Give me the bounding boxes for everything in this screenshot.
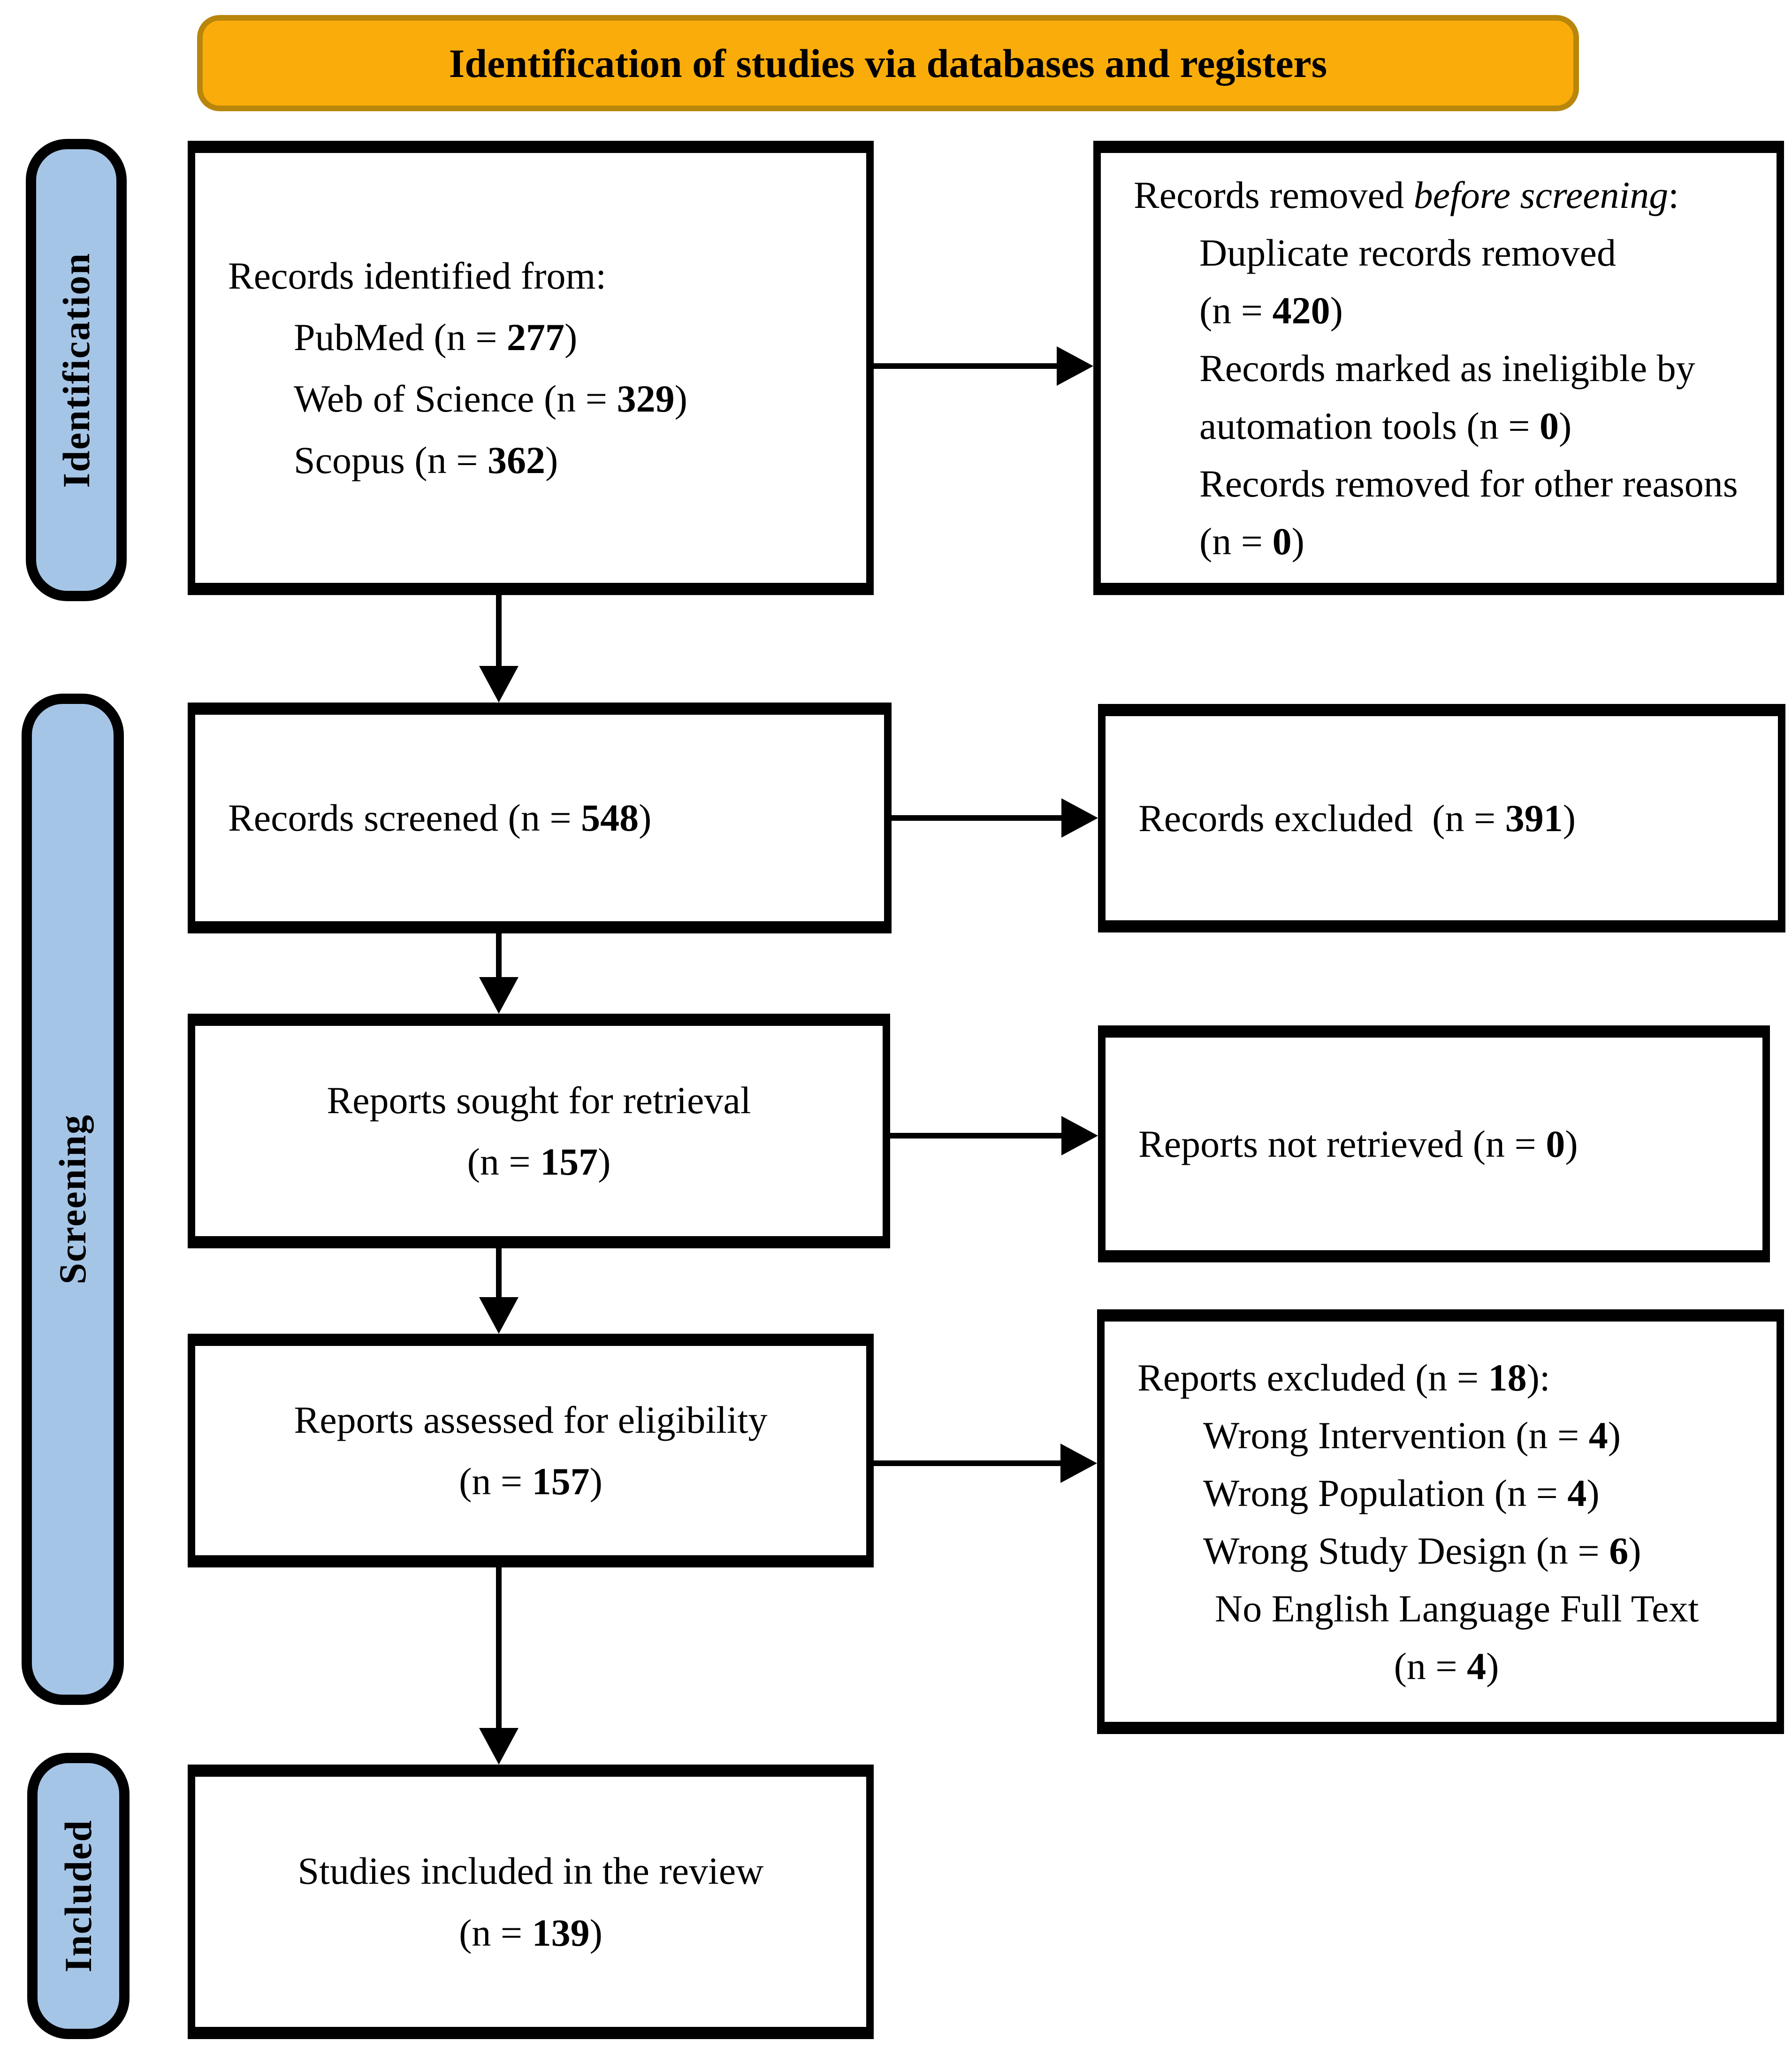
list-item: Records marked as ineligible by automation tools (n = 0) — [1199, 346, 1695, 447]
list-item: Wrong Study Design (n = 6) — [1203, 1529, 1641, 1572]
stage-label-included-text: Included — [57, 1819, 99, 1972]
arrow-head-right-icon — [1061, 798, 1098, 838]
box-line: Studies included in the review — [297, 1849, 764, 1893]
box-records-identified — [188, 141, 874, 595]
box-reports-excluded-reasons — [1097, 1309, 1784, 1734]
arrow-head-down-icon — [479, 1728, 519, 1765]
box-records-removed — [1093, 141, 1784, 595]
box-line: Reports not retrieved (n = 0) — [1138, 1122, 1578, 1165]
box-line: Reports assessed for eligibility — [294, 1398, 768, 1441]
box-reports-not-retrieved — [1098, 1025, 1770, 1262]
stage-label-screening — [22, 694, 124, 1705]
box-line: Records excluded (n = 391) — [1138, 796, 1576, 840]
box-line: (n = 157) — [459, 1460, 602, 1503]
arrow-shaft — [874, 1460, 1064, 1466]
arrow-shaft — [890, 1133, 1065, 1139]
intro-line: Records removed before screening: — [1134, 173, 1679, 216]
intro-line: Records identified from: — [228, 254, 607, 297]
arrow-shaft — [496, 933, 502, 981]
arrow-head-right-icon — [1057, 346, 1093, 386]
arrow-head-right-icon — [1060, 1444, 1097, 1483]
arrow-head-down-icon — [479, 977, 519, 1014]
arrow-shaft — [892, 815, 1065, 821]
header-title: Identification of studies via databases and registers — [449, 40, 1327, 86]
box-line: Records screened (n = 548) — [228, 796, 652, 840]
list-item: Wrong Population (n = 4) — [1203, 1471, 1600, 1514]
stage-label-screening-text: Screening — [51, 1114, 94, 1284]
list-item: Wrong Intervention (n = 4) — [1203, 1414, 1621, 1457]
box-records-screened — [188, 703, 892, 933]
box-studies-included — [188, 1765, 874, 2039]
list-item: PubMed (n = 277) — [294, 315, 578, 359]
box-line: (n = 139) — [459, 1911, 602, 1954]
arrow-head-right-icon — [1061, 1116, 1098, 1155]
arrow-shaft — [496, 595, 502, 670]
box-records-excluded — [1098, 704, 1785, 932]
arrow-shaft — [874, 363, 1060, 369]
list-item: Scopus (n = 362) — [294, 439, 558, 482]
arrow-head-down-icon — [479, 666, 519, 703]
box-line: Reports sought for retrieval — [327, 1078, 751, 1122]
intro-line: Reports excluded (n = 18): — [1137, 1356, 1550, 1399]
list-item: Records removed for other reasons (n = 0) — [1199, 462, 1738, 563]
list-item: Duplicate records removed (n = 420) — [1199, 231, 1616, 332]
box-reports-assessed — [188, 1334, 874, 1567]
list-item: No English Language Full Text — [1215, 1587, 1699, 1630]
arrow-head-down-icon — [479, 1297, 519, 1334]
list-item: Web of Science (n = 329) — [294, 377, 687, 420]
list-item: (n = 4) — [1394, 1644, 1499, 1688]
box-line: (n = 157) — [467, 1140, 611, 1183]
stage-label-identification-text: Identification — [54, 252, 98, 488]
arrow-shaft — [496, 1248, 502, 1301]
header-banner — [197, 15, 1579, 111]
box-reports-sought — [188, 1014, 890, 1248]
arrow-shaft — [496, 1567, 502, 1732]
stage-label-identification — [26, 139, 127, 601]
stage-label-included — [27, 1753, 130, 2039]
